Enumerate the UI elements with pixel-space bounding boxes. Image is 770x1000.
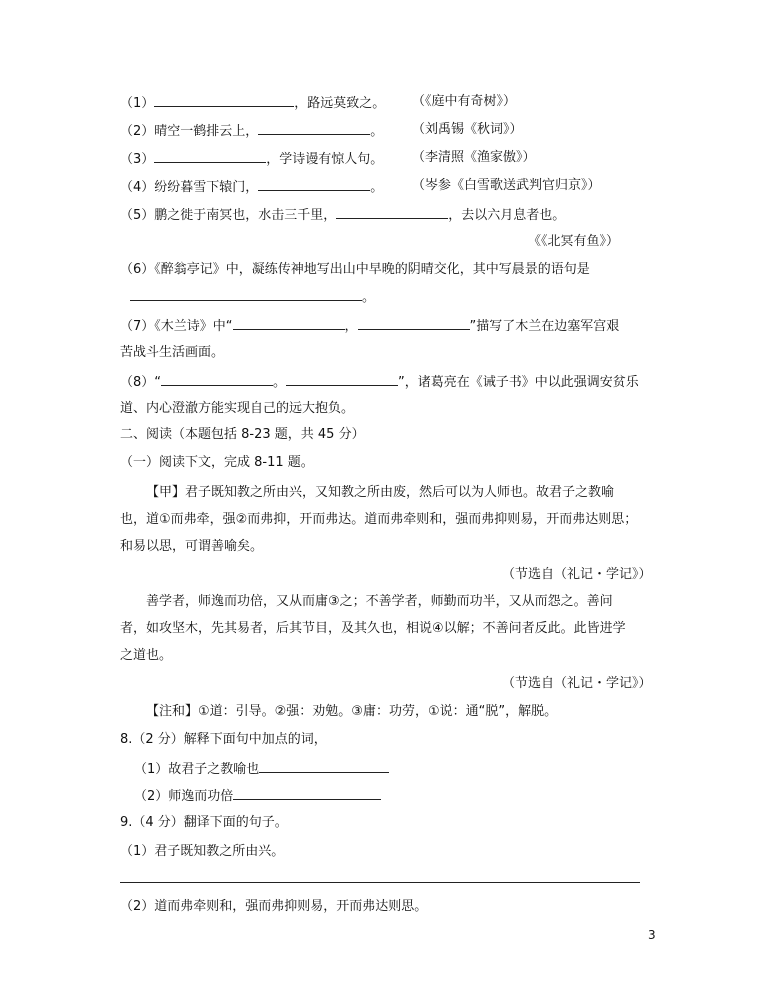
passage-jia-line-3: 和易以思，可谓善喻矣。 (120, 539, 264, 554)
page-number: 3 (648, 928, 656, 942)
question-8-item-2 (134, 786, 381, 806)
q2-text: （2）晴空一鹤排云上， (120, 124, 259, 139)
fill-q3 (120, 149, 383, 169)
q3-number: （3） (120, 152, 155, 167)
q7-blank-1[interactable] (233, 316, 345, 330)
fill-q6-answer (130, 287, 375, 307)
q6-blank[interactable] (130, 287, 362, 301)
q8-blank-1[interactable] (161, 372, 273, 386)
q5-end: ，去以六月息者也。 (448, 208, 566, 223)
fill-q5 (120, 205, 565, 225)
question-9: 9.（4 分）翻译下面的句子。 (120, 815, 288, 830)
question-9-item-2: （2）道而弗牵则和，强而弗抑则易，开而弗达则思。 (120, 899, 428, 914)
q6-end: 。 (362, 290, 376, 305)
fill-q8 (120, 372, 639, 392)
q8-end: ”，诸葛亮在《诫子书》中以此强调安贫乐 (398, 375, 639, 390)
fill-q7 (120, 316, 619, 336)
q1-number: （1） (120, 96, 155, 111)
q7-text: （7）《木兰诗》中“ (120, 319, 233, 334)
q1-text: ，路远莫致之。 (294, 96, 386, 111)
answer-line[interactable] (120, 882, 640, 883)
q7-blank-2[interactable] (358, 316, 470, 330)
q3-source: （李清照《渔家傲》） (412, 150, 536, 165)
q5-text: （5）鹏之徙于南冥也，水击三千里， (120, 208, 337, 223)
q2-end: 。 (370, 124, 384, 139)
q7-sep: ， (344, 319, 358, 334)
section-header: 二、阅读（本题包括 8-23 题，共 45 分） (120, 427, 365, 442)
q8-item-1-text: （1）故君子之教喻也 (134, 762, 260, 777)
passage-yi-line-1: 善学者，师逸而功倍，又从而庸③之；不善学者，师勤而功半，又从而怨之。善问 (146, 594, 613, 609)
section-sub: （一）阅读下文，完成 8-11 题。 (120, 455, 314, 470)
q7-end: ”描写了木兰在边塞军宫艰 (469, 319, 620, 334)
q2-source: （刘禹锡《秋词》） (412, 122, 523, 137)
fill-q4 (120, 177, 383, 197)
fill-q1 (120, 93, 385, 113)
passage-jia-line-1: 【甲】君子既知教之所由兴，又知教之所由废，然后可以为人师也。故君子之教喻 (146, 485, 615, 500)
question-8-item-1 (134, 759, 389, 779)
q4-text: （4）纷纷暮雪下辕门， (120, 180, 259, 195)
q4-end: 。 (370, 180, 384, 195)
q5-source: 《《北冥有鱼》） (528, 234, 620, 249)
fill-q8-cont: 道、内心澄澈方能实现自己的远大抱负。 (120, 401, 355, 416)
q8-item-2-text: （2）师逸而功倍 (134, 789, 234, 804)
passage-jia-line-2: 也，道①而弗牵，强②而弗抑，开而弗达。道而弗牵则和，强而弗抑则易，开而弗达则思； (120, 512, 638, 527)
q8-text: （8）“ (120, 375, 162, 390)
q8-blank-2[interactable] (286, 372, 398, 386)
q4-source: （岑参《白雪歌送武判官归京》） (412, 178, 601, 193)
q3-text: ，学诗谩有惊人句。 (266, 152, 384, 167)
passage-yi-line-3: 之道也。 (120, 648, 173, 663)
q5-blank[interactable] (336, 205, 448, 219)
q2-blank[interactable] (258, 121, 370, 135)
passage-jia-source: （节选自（礼记・学记》） (502, 567, 652, 582)
q3-blank[interactable] (154, 149, 266, 163)
question-9-item-1: （1）君子既知教之所由兴。 (120, 844, 285, 859)
fill-q6: （6）《醉翁亭记》中，凝练传神地写出山中早晚的阴晴交化，其中写晨景的语句是 (120, 262, 590, 277)
passage-yi-source: （节选自（礼记・学记》） (502, 676, 652, 691)
q8-sep: 。 (273, 375, 287, 390)
q1-blank[interactable] (154, 93, 294, 107)
annotation-note: 【注和】①道：引导。②强：劝勉。③庸：功劳，①说：通“脱”，解脱。 (146, 704, 558, 719)
q8-item-1-blank[interactable] (259, 759, 389, 773)
question-8: 8.（2 分）解释下面句中加点的词， (120, 732, 327, 747)
q8-item-2-blank[interactable] (233, 786, 381, 800)
passage-yi-line-2: 者，如攻坚木，先其易者，后其节目，及其久也，相说④以解；不善问者反此。此皆进学 (120, 621, 626, 636)
q1-source: （《庭中有奇树》） (412, 94, 517, 109)
fill-q2 (120, 121, 383, 141)
fill-q7-cont: 苦战斗生活画面。 (120, 345, 225, 360)
q4-blank[interactable] (258, 177, 370, 191)
